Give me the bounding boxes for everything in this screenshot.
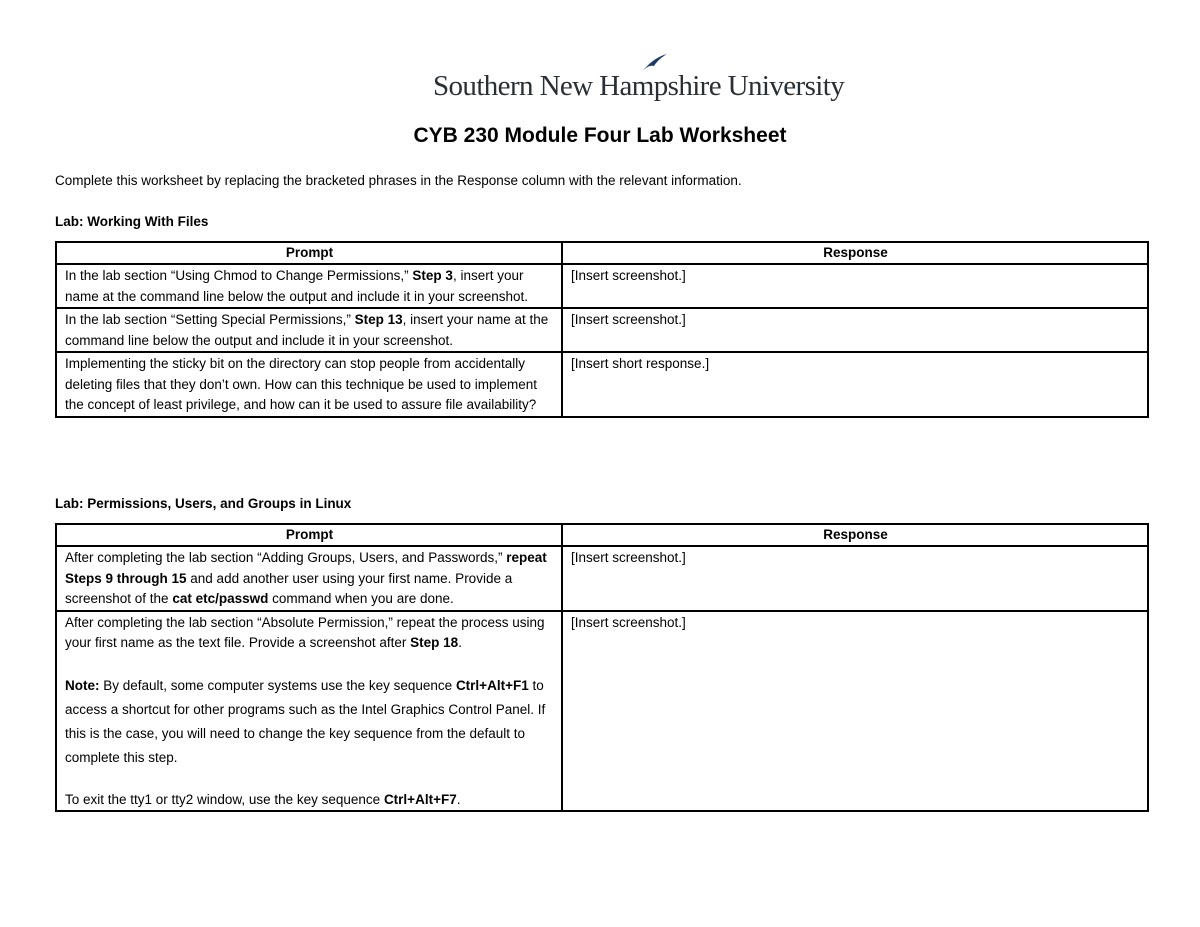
prompt-text: command when you are done. <box>268 591 454 606</box>
lab1-table <box>55 241 1149 418</box>
document-title: CYB 230 Module Four Lab Worksheet <box>413 124 787 147</box>
response-placeholder[interactable]: [Insert screenshot.] <box>571 550 686 565</box>
lab2-heading: Lab: Permissions, Users, and Groups in Linux <box>55 496 352 511</box>
table-row <box>56 308 1148 352</box>
instructions-text: Complete this worksheet by replacing the bracketed phrases in the Response column with the relevant information. <box>55 173 742 188</box>
key-sequence: Ctrl+Alt+F1 <box>455 677 529 693</box>
response-cell[interactable] <box>562 264 1148 308</box>
table-row <box>56 352 1148 417</box>
prompt-text: In the lab section “Using Chmod to Change Permissions,” <box>65 268 413 283</box>
response-cell[interactable] <box>562 308 1148 352</box>
prompt-cell <box>56 611 562 812</box>
prompt-text: After completing the lab section “Absolute Permission,” repeat the process using your first name as the text file. Provide a screenshot after <box>65 614 545 650</box>
response-cell[interactable] <box>562 352 1148 417</box>
note-paragraph <box>65 674 554 770</box>
paragraph-spacer <box>65 654 554 674</box>
prompt-text: , insert your name at the command line below the output and include it in your screenshot. <box>65 312 549 348</box>
paragraph-spacer <box>65 770 554 790</box>
response-placeholder[interactable]: [Insert screenshot.] <box>571 312 686 327</box>
step-reference: Step 18 <box>410 635 459 650</box>
lab1-heading: Lab: Working With Files <box>55 214 209 229</box>
prompt-cell <box>56 546 562 611</box>
prompt-cell <box>56 264 562 308</box>
table-header-row <box>56 242 1148 264</box>
response-placeholder[interactable]: [Insert screenshot.] <box>571 614 686 630</box>
logo-wordmark: Southern New Hampshire University <box>433 70 845 102</box>
table-row <box>56 611 1148 812</box>
response-cell[interactable] <box>562 546 1148 611</box>
column-header-prompt: Prompt <box>56 242 562 264</box>
prompt-paragraph <box>65 613 554 654</box>
prompt-cell <box>56 308 562 352</box>
response-cell[interactable] <box>562 611 1148 812</box>
prompt-text: , insert your name at the command line below the output and include it in your screenshot. <box>65 268 529 304</box>
table-header-row <box>56 524 1148 546</box>
exit-paragraph <box>65 790 554 811</box>
prompt-cell <box>56 352 562 417</box>
column-header-response: Response <box>562 242 1148 264</box>
prompt-text: In the lab section “Setting Special Permissions,” <box>65 312 355 327</box>
university-logo <box>433 52 845 108</box>
note-label: Note: <box>65 677 100 693</box>
step-reference: Step 3 <box>412 268 453 283</box>
response-placeholder[interactable]: [Insert screenshot.] <box>571 268 686 283</box>
exit-text: To exit the tty1 or tty2 window, use the key sequence <box>65 791 384 807</box>
response-placeholder[interactable]: [Insert short response.] <box>571 356 710 371</box>
step-reference: repeat Steps 9 through 15 <box>65 550 547 586</box>
table-row <box>56 264 1148 308</box>
command-reference: cat etc/passwd <box>172 591 269 606</box>
key-sequence: Ctrl+Alt+F7 <box>383 791 457 807</box>
prompt-text: Implementing the sticky bit on the directory can stop people from accidentally deleting files that they don’t own. How can this technique be used to implement the concept of least privilege, and how can it be used to assure file availability? <box>65 356 538 412</box>
step-reference: Step 13 <box>354 312 403 327</box>
column-header-response: Response <box>562 524 1148 546</box>
lab2-table <box>55 523 1149 812</box>
table-row <box>56 546 1148 611</box>
prompt-text: . <box>458 635 462 650</box>
prompt-text: and add another user using your first name. Provide a screenshot of the <box>65 570 513 606</box>
note-text: By default, some computer systems use the key sequence <box>99 677 456 693</box>
exit-text: . <box>456 791 461 807</box>
column-header-prompt: Prompt <box>56 524 562 546</box>
note-text: to access a shortcut for other programs such as the Intel Graphics Control Panel. If this is the case, you will need to change the key sequence from the default to complete this step. <box>65 677 546 765</box>
prompt-text: After completing the lab section “Adding Groups, Users, and Passwords,” <box>65 550 507 565</box>
